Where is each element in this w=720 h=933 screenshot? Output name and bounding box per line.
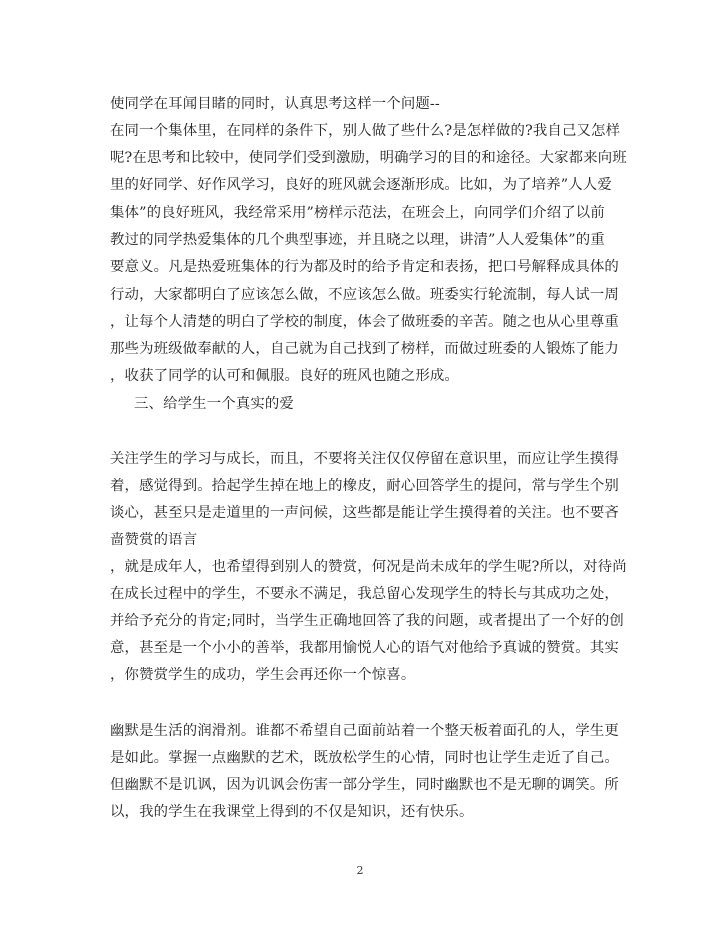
text-line: 幽默是生活的润滑剂。谁都不希望自己面前站着一个整天板着面孔的人，学生更 (110, 723, 619, 739)
text-line: 那些为班级做奉献的人，自己就为自己找到了榜样，而做过班委的人锻炼了能力 (110, 341, 619, 357)
text-line: 并给予充分的肯定;同时，当学生正确地回答了我的问题，或者提出了一个好的创 (110, 613, 624, 629)
text-line: ，让每个人清楚的明白了学校的制度，体会了做班委的辛苦。随之也从心里尊重 (110, 314, 619, 330)
text-line: 但幽默不是讥讽，因为讥讽会伤害一部分学生，同时幽默也不是无聊的调笑。所 (110, 777, 619, 793)
text-line: 意，甚至是一个小小的善举，我都用愉悦人心的语气对他给予真诚的赞赏。其实 (110, 640, 619, 656)
page-number: 2 (356, 864, 364, 877)
text-line: 行动，大家都明白了应该怎么做，不应该怎么做。班委实行轮流制，每人试一周 (110, 287, 619, 303)
text-line: 啬赞赏的语言 (110, 532, 198, 548)
text-line: 谈心，甚至只是走道里的一声问候，这些都是能让学生摸得着的关注。也不要吝 (110, 505, 619, 521)
text-line: 呢?在思考和比较中，使同学们受到激励，明确学习的目的和途径。大家都来向班 (110, 150, 627, 166)
text-line: ，收获了同学的认可和佩服。良好的班风也随之形成。 (110, 368, 459, 384)
text-line: 教过的同学热爱集体的几个典型事迹，并且晓之以理，讲清”人人爱集体”的重 (110, 232, 605, 248)
text-line: 在同一个集体里，在同样的条件下，别人做了些什么?是怎样做的?我自己又怎样 (110, 123, 621, 139)
text-line: 以，我的学生在我课堂上得到的不仅是知识，还有快乐。 (110, 804, 474, 820)
text-line: 集体”的良好班风，我经常采用”榜样示范法，在班会上，向同学们介绍了以前 (110, 205, 605, 221)
text-line: ，就是成年人，也希望得到别人的赞赏，何况是尚未成年的学生呢?所以，对待尚 (110, 559, 627, 575)
section-heading: 三、给学生一个真实的爱 (134, 396, 294, 412)
text-line: 使同学在耳闻目睹的同时，认真思考这样一个问题-- (110, 96, 440, 112)
text-line: 在成长过程中的学生，不要永不满足，我总留心发现学生的特长与其成功之处， (110, 586, 619, 602)
text-line: 是如此。掌握一点幽默的艺术，既放松学生的心情，同时也让学生走近了自己。 (110, 750, 619, 766)
text-line: 要意义。凡是热爱班集体的行为都及时的给予肯定和表扬，把口号解释成具体的 (110, 259, 619, 275)
text-line: 着，感觉得到。拾起学生掉在地上的橡皮，耐心回答学生的提问，常与学生个别 (110, 478, 619, 494)
text-line: 里的好同学、好作风学习，良好的班风就会逐渐形成。比如，为了培养”人人爱 (110, 177, 612, 193)
text-line: 关注学生的学习与成长，而且，不要将关注仅仅停留在意识里，而应让学生摸得 (110, 451, 619, 467)
text-line: ，你赞赏学生的成功，学生会再还你一个惊喜。 (110, 667, 416, 683)
